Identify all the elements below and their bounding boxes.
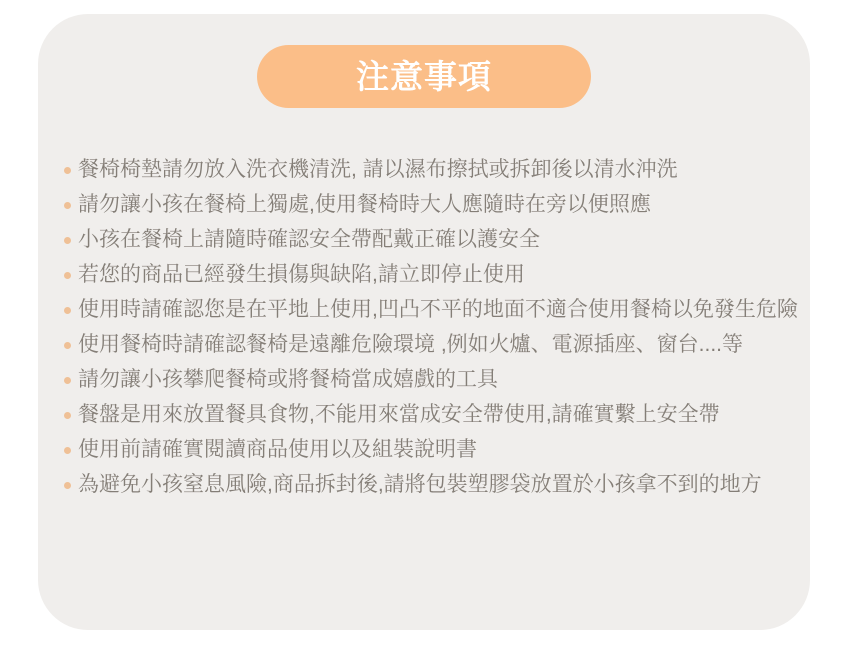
notice-title-badge: [257, 45, 591, 108]
bullet-dot-icon: [64, 377, 71, 384]
list-item: [64, 187, 810, 222]
list-item: [64, 327, 810, 362]
bullet-dot-icon: [64, 482, 71, 489]
list-item: [64, 432, 810, 467]
list-item: [64, 292, 810, 327]
notice-card: [38, 14, 810, 630]
notice-item-text: 使用時請確認您是在平地上使用,凹凸不平的地面不適合使用餐椅以免發生危險: [78, 298, 798, 321]
bullet-dot-icon: [64, 412, 71, 419]
list-item: [64, 397, 810, 432]
notice-item-text: 使用前請確實閱讀商品使用以及組裝說明書: [78, 438, 477, 461]
bullet-dot-icon: [64, 447, 71, 454]
notice-item-text: 為避免小孩窒息風險,商品拆封後,請將包裝塑膠袋放置於小孩拿不到的地方: [78, 473, 762, 496]
notice-item-text: 餐椅椅墊請勿放入洗衣機清洗, 請以濕布擦拭或拆卸後以清水沖洗: [78, 158, 678, 181]
notice-item-text: 餐盤是用來放置餐具食物,不能用來當成安全帶使用,請確實繫上安全帶: [78, 403, 720, 426]
notice-list: [38, 152, 810, 502]
notice-title: 注意事項: [356, 58, 492, 95]
notice-item-text: 請勿讓小孩攀爬餐椅或將餐椅當成嬉戲的工具: [78, 368, 498, 391]
bullet-dot-icon: [64, 342, 71, 349]
bullet-dot-icon: [64, 167, 71, 174]
notice-item-text: 若您的商品已經發生損傷與缺陷,請立即停止使用: [78, 263, 525, 286]
notice-item-text: 請勿讓小孩在餐椅上獨處,使用餐椅時大人應隨時在旁以便照應: [78, 193, 651, 216]
bullet-dot-icon: [64, 307, 71, 314]
notice-item-text: 小孩在餐椅上請隨時確認安全帶配戴正確以護安全: [78, 228, 540, 251]
bullet-dot-icon: [64, 272, 71, 279]
list-item: [64, 152, 810, 187]
notice-item-text: 使用餐椅時請確認餐椅是遠離危險環境 ,例如火爐、電源插座、窗台....等: [78, 333, 744, 356]
bullet-dot-icon: [64, 202, 71, 209]
bullet-dot-icon: [64, 237, 71, 244]
list-item: [64, 222, 810, 257]
list-item: [64, 467, 810, 502]
list-item: [64, 257, 810, 292]
list-item: [64, 362, 810, 397]
